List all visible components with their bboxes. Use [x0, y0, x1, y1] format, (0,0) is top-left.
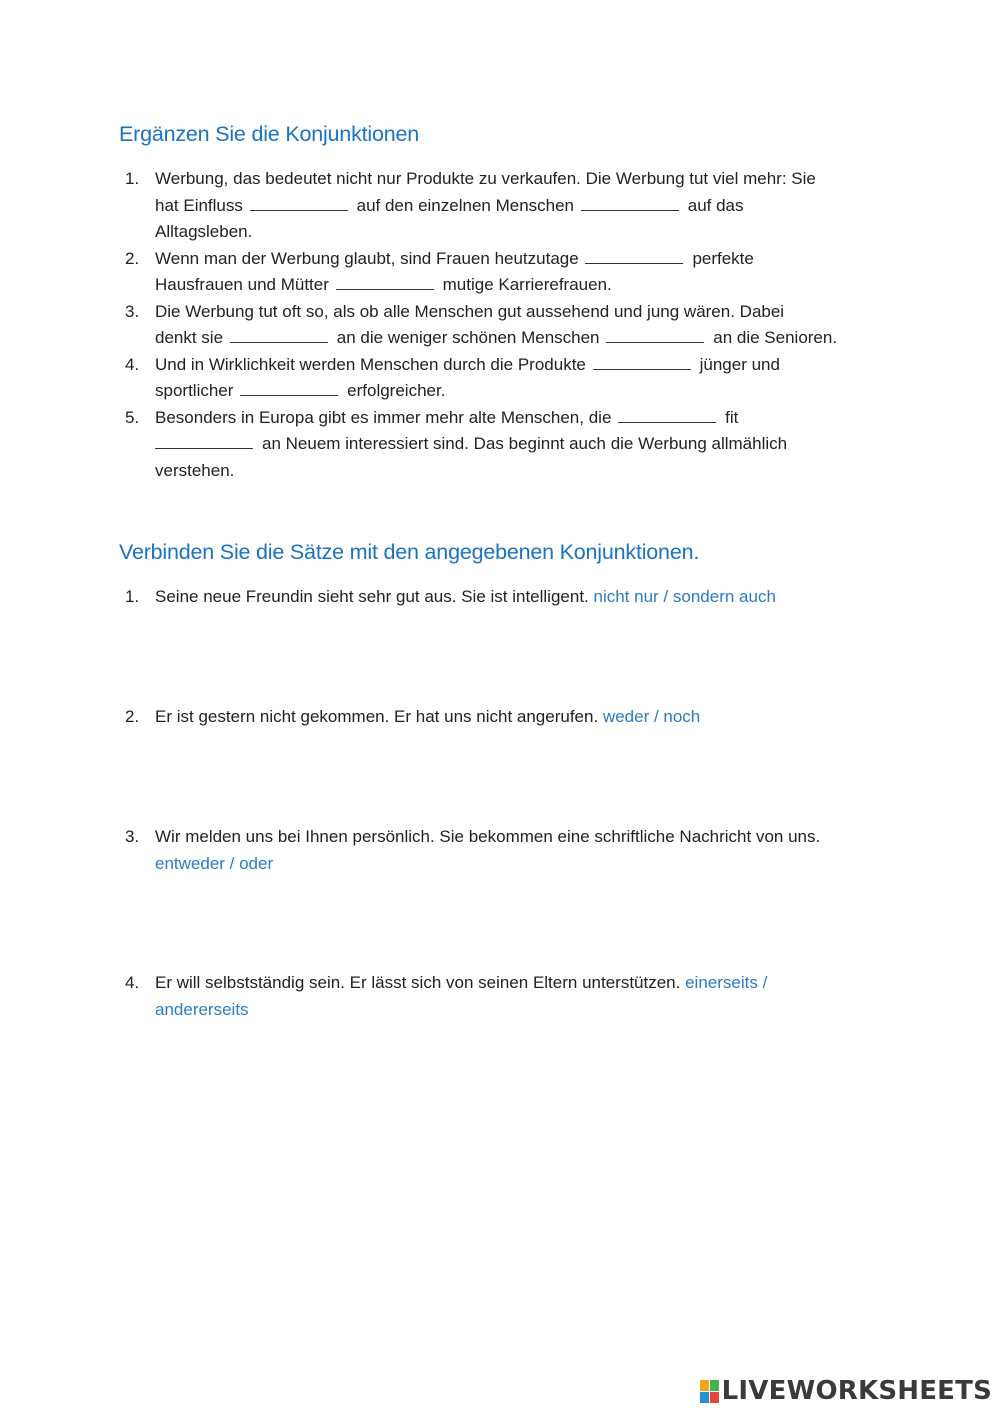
sentence-text: verstehen.	[155, 460, 235, 480]
section-title-connect-sentences: Verbinden Sie die Sätze mit den angegebenen Konjunktionen.	[119, 540, 700, 564]
answer-blank[interactable]	[250, 193, 348, 211]
sentence-text: denkt sie	[155, 328, 224, 347]
answer-blank[interactable]	[230, 325, 328, 343]
item-number: 2.	[125, 707, 140, 726]
conjunction-hint: einerseits /	[685, 973, 768, 992]
sentence-text: Hausfrauen und Mütter	[155, 275, 329, 294]
sentence-text: Seine neue Freundin sieht sehr gut aus. Sie ist intelligent.	[155, 587, 589, 606]
conjunction-hint: nicht nur / sondern auch	[593, 587, 776, 606]
sentence-text: Die Werbung tut oft so, als ob alle Menschen gut aussehend und jung wären. Dabei	[155, 301, 785, 321]
sentence-text: auf das	[687, 195, 744, 215]
exercise-item-2	[125, 246, 905, 299]
sentence-text: Wenn man der Werbung glaubt, sind Frauen heutzutage	[155, 248, 579, 268]
logo-wordmark: LIVEWORKSHEETS	[721, 1376, 992, 1406]
sentence-text: Werbung, das bedeutet nicht nur Produkte zu verkaufen. Die Werbung tut viel mehr: Sie	[155, 169, 816, 188]
answer-blank[interactable]	[593, 352, 691, 370]
sentence-text: fit	[725, 407, 739, 427]
exercise-item-3	[125, 299, 905, 352]
connect-item-2	[125, 704, 935, 731]
liveworksheets-logo	[700, 1376, 992, 1406]
sentence-text: jünger und	[699, 354, 780, 374]
sentence-text: perfekte	[692, 248, 754, 268]
connect-item-4	[125, 970, 935, 1023]
item-number: 3.	[125, 301, 140, 321]
sentence-text: Er will selbstständig sein. Er lässt sich von seinen Eltern unterstützen.	[155, 973, 681, 992]
sentence-text: Besonders in Europa gibt es immer mehr alte Menschen, die	[155, 407, 612, 427]
item-number: 4.	[125, 973, 140, 992]
connect-item-3	[125, 824, 935, 877]
item-number: 3.	[125, 827, 140, 846]
item-number: 1.	[125, 587, 140, 606]
answer-blank[interactable]	[581, 193, 679, 211]
exercise-item-5	[125, 405, 905, 485]
answer-blank[interactable]	[240, 378, 338, 396]
answer-blank[interactable]	[618, 405, 716, 423]
exercise-item-4	[125, 352, 905, 405]
exercise-item-1	[125, 166, 905, 246]
sentence-text: auf den einzelnen Menschen	[356, 195, 575, 215]
sentence-text: mutige Karrierefrauen.	[442, 275, 612, 294]
sentence-text: an die Senioren.	[713, 328, 838, 347]
answer-blank[interactable]	[155, 431, 253, 449]
conjunction-hint: entweder / oder	[155, 853, 274, 873]
item-number: 1.	[125, 169, 140, 188]
logo-blocks-icon	[700, 1380, 719, 1403]
item-number: 2.	[125, 248, 140, 268]
item-number: 4.	[125, 354, 140, 374]
connect-item-1	[125, 584, 935, 611]
sentence-text: Alltagsleben.	[155, 222, 253, 241]
sentence-text: sportlicher	[155, 381, 234, 400]
conjunction-hint: andererseits	[155, 999, 249, 1019]
sentence-text: erfolgreicher.	[347, 381, 446, 400]
fill-in-exercise-list	[125, 166, 905, 484]
answer-blank[interactable]	[606, 325, 704, 343]
item-number: 5.	[125, 407, 140, 427]
sentence-text: Und in Wirklichkeit werden Menschen durch die Produkte	[155, 354, 586, 374]
section-title-fill-in: Ergänzen Sie die Konjunktionen	[119, 122, 419, 146]
answer-blank[interactable]	[585, 246, 683, 264]
conjunction-hint: weder / noch	[602, 707, 701, 726]
sentence-text: hat Einfluss	[155, 195, 243, 215]
sentence-text: an Neuem interessiert sind. Das beginnt auch die Werbung allmählich	[262, 434, 788, 453]
sentence-text: Wir melden uns bei Ihnen persönlich. Sie bekommen eine schriftliche Nachricht von uns.	[155, 827, 821, 846]
sentence-text: an die weniger schönen Menschen	[336, 328, 600, 347]
sentence-text: Er ist gestern nicht gekommen. Er hat uns nicht angerufen.	[155, 707, 599, 726]
answer-blank[interactable]	[336, 272, 434, 290]
